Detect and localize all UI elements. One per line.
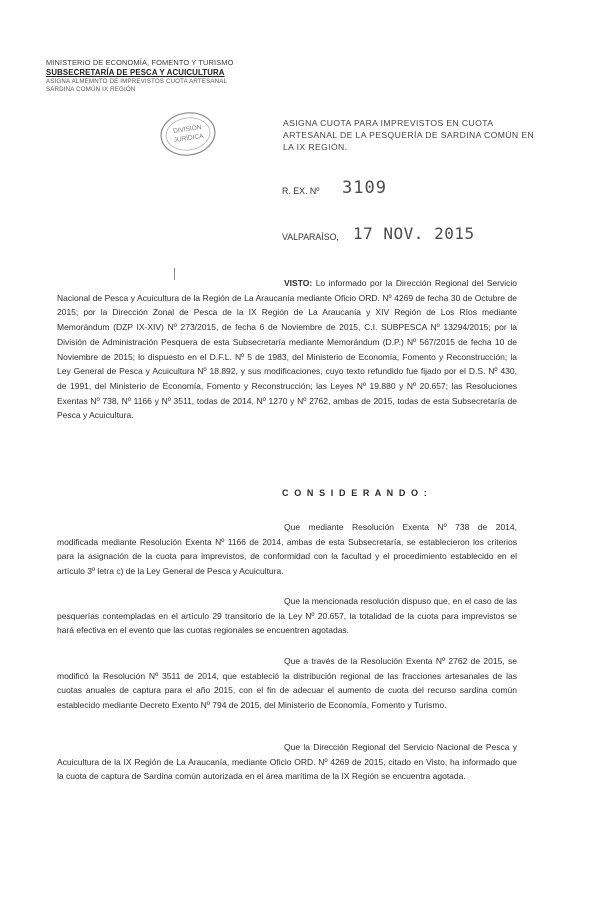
- visto-text: Lo informado por la Dirección Regional del Servicio Nacional de Pesca y Acuicultura de la Región de La Araucanía mediante Oficio ORD. Nº 4269 de fecha 30 de Octubre de 2015; por la Dirección Zonal de Pesca de la IX Región de La Araucanía y XIV Región de Los Ríos mediante Memorándum (DZP IX-XIV) Nº 273/2015, de fecha 6 de Noviembre de 2015, C.I. SUBPESCA Nº 13294/2015; por la División de Administración Pesquera de esta Subsecretaría mediante Memorándum (D.P.) Nº 567/2015 de fecha 10 de Noviembre de 2015; lo dispuesto en el D.F.L. Nº 5 de 1983, del Ministerio de Economía, Fomento y Reconstrucción; la Ley General de Pesca y Acuicultura Nº 18.892, y sus modificaciones, cuyo texto refundido fue fijado por el D.S. Nº 430, de 1991, del Ministerio de Economía, Fomento y Reconstrucción; las Leyes Nº 19.880 y Nº 20.657; las Resoluciones Exentas Nº 738, Nº 1166 y Nº 3511, todas de 2014, Nº 1270 y Nº 2762, ambas de 2015, todas de esta Subsecretaría de Pesca y Acuicultura.: [57, 278, 517, 421]
- letterhead: [46, 58, 276, 94]
- resolution-number: 3109: [342, 178, 387, 198]
- resolution-city: VALPARAÍSO,: [282, 232, 339, 242]
- stamp-line-1: DIVISIÓN: [172, 124, 202, 135]
- visto-lead: VISTO:: [284, 278, 313, 288]
- resolution-subject: ASIGNA CUOTA PARA IMPREVISTOS EN CUOTA ARTESANAL DE LA PESQUERÍA DE SARDINA COMÚN EN LA IX REGIÓN.: [283, 118, 535, 152]
- considerando-item-2: Que la mencionada resolución dispuso que, en el caso de las pesquerías contempladas en el artículo 29 transitorio de la Ley Nº 20.657, la totalidad de la cuota para imprevistos se hará efectiva en el evento que las cuotas regionales se encuentren agotadas.: [57, 596, 517, 636]
- visto-paragraph: [57, 276, 517, 423]
- considerando-item-3: Que a través de la Resolución Exenta Nº 2762 de 2015, se modificó la Resolución Nº 3511 de 2014, que estableció la distribución regional de las fracciones artesanales de las cuotas anuales de captura para el año 2015, con el fin de adecuar el aumento de cuota del recurso sardina común establecido mediante Decreto Exento Nº 794 de 2015, del Ministerio de Economía, Fomento y Turismo.: [57, 656, 517, 711]
- resolution-date: 17 NOV. 2015: [353, 224, 475, 243]
- subsecretaria-name: SUBSECRETARÍA DE PESCA Y ACUICULTURA: [46, 68, 225, 77]
- ministry-name: MINISTERIO DE ECONOMÍA, FOMENTO Y TURISMO: [46, 58, 234, 67]
- reference-line-1: ASIGNA ALMEMNTO DE IMPREVISTOS CUOTA ARTESANAL: [46, 78, 228, 85]
- resolution-label: R. EX. Nº: [282, 186, 320, 196]
- considerando-item-1: Que mediante Resolución Exenta Nº 738 de 2014, modificada mediante Resolución Exenta Nº 1166 de 2014, ambas de esta Subsecretaría, se establecieron los criterios para la asignación de la cuota para imprevistos, de conformidad con la facultad y el procedimiento establecido en el artículo 3º letra c) de la Ley General de Pesca y Acuicultura.: [57, 522, 517, 577]
- division-juridica-stamp: [158, 108, 218, 160]
- considerando-item-4: Que la Dirección Regional del Servicio Nacional de Pesca y Acuicultura de la IX Región de La Araucanía, mediante Oficio ORD. Nº 4269 de 2015, citado en Visto, ha informado que la cuota de captura de Sardina común autorizada en el área marítima de la IX Región se encuentra agotada.: [57, 742, 517, 782]
- stamp-line-2: JURÍDICA: [173, 132, 204, 145]
- considerando-heading: C O N S I D E R A N D O :: [282, 488, 429, 498]
- reference-line-2: SARDINA COMÚN IX REGIÓN: [46, 86, 136, 93]
